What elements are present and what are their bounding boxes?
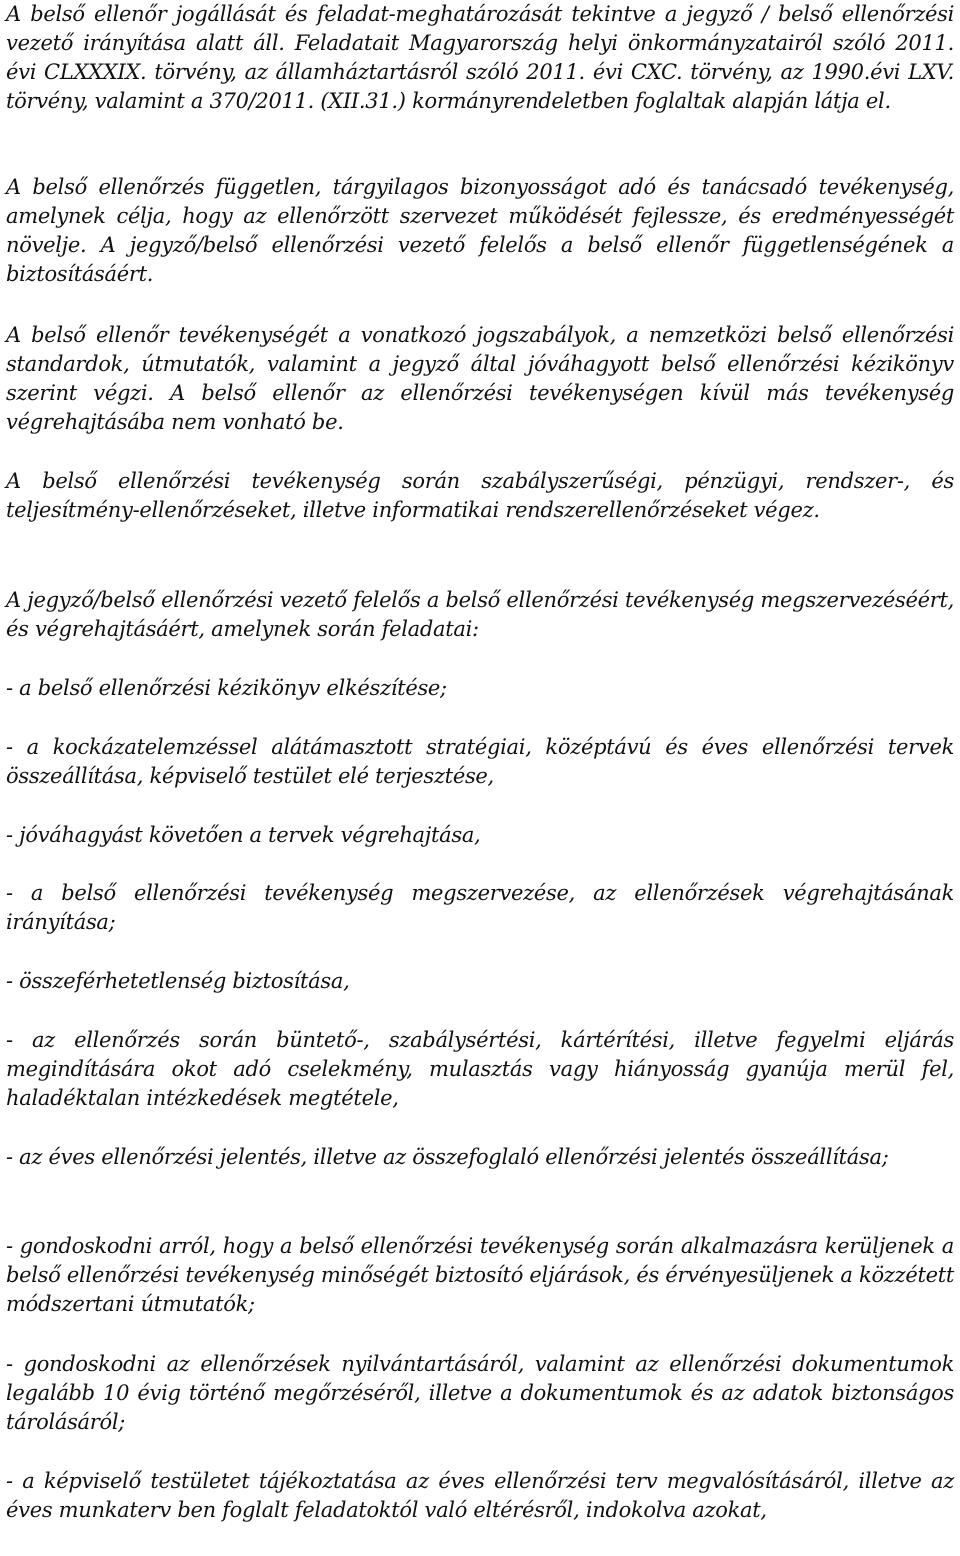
list-item: - a belső ellenőrzési tevékenység megszervezése, az ellenőrzések végrehajtásának irányítása; (6, 881, 954, 934)
paragraph-audit-types: A belső ellenőrzési tevékenység során szabályszerűségi, pénzügyi, rendszer-, és teljesítmény-ellenőrzéseket, illetve informatikai rendszerellenőrzéseket végez. (6, 469, 954, 522)
paragraph-responsibilities-intro: A jegyző/belső ellenőrzési vezető felelős a belső ellenőrzési tevékenység megszervezéséért, és végrehajtásáért, amelynek során feladatai: (6, 588, 954, 641)
list-item: - gondoskodni az ellenőrzések nyilvántartásáról, valamint az ellenőrzési dokumentumok legalább 10 évig történő megőrzéséről, illetve a dokumentumok és az adatok biztonságos tárolásáról; (6, 1352, 954, 1434)
paragraph-legal-status: A belső ellenőr jogállását és feladat-meghatározását tekintve a jegyző / belső ellenőrzési vezető irányítása alatt áll. Feladatait Magyarország helyi önkormányzatairól szóló 2011. évi CLXXXIX. törvény, az államháztartásról szóló 2011. évi CXC. törvény, az 1990.évi LXV. törvény, valamint a 370/2011. (XII.31.) kormányrendeletben foglaltak alapján látja el. (6, 2, 954, 113)
list-item: - az ellenőrzés során büntető-, szabálysértési, kártérítési, illetve fegyelmi eljárás megindítására okot adó cselekmény, mulasztás vagy hiányosság gyanúja merül fel, haladéktalan intézkedések megtétele, (6, 1028, 954, 1110)
list-item: - a belső ellenőrzési kézikönyv elkészítése; (6, 676, 447, 700)
list-item: - összeférhetetlenség biztosítása, (6, 969, 350, 993)
list-item: - jóváhagyást követően a tervek végrehajtása, (6, 823, 481, 847)
paragraph-internal-audit-definition: A belső ellenőrzés független, tárgyilagos bizonyosságot adó és tanácsadó tevékenység, amelynek célja, hogy az ellenőrzött szervezet működését fejlessze, és eredményességét növelje. A jegyző/belső ellenőrzési vezető felelős a belső ellenőr függetlenségének a biztosításáért. (6, 175, 954, 286)
list-item: - a kockázatelemzéssel alátámasztott stratégiai, középtávú és éves ellenőrzési tervek összeállítása, képviselő testület elé terjesztése, (6, 735, 954, 788)
list-item: - az éves ellenőrzési jelentés, illetve az összefoglaló ellenőrzési jelentés összeállítása; (6, 1145, 889, 1169)
paragraph-auditor-activity: A belső ellenőr tevékenységét a vonatkozó jogszabályok, a nemzetközi belső ellenőrzési standardok, útmutatók, valamint a jegyző által jóváhagyott belső ellenőrzési kézikönyv szerint végzi. A belső ellenőr az ellenőrzési tevékenységen kívül más tevékenység végrehajtásába nem vonható be. (6, 323, 954, 434)
list-item: - gondoskodni arról, hogy a belső ellenőrzési tevékenység során alkalmazásra kerüljenek a belső ellenőrzési tevékenység minőségét biztosító eljárások, és érvényesüljenek a közzétett módszertani útmutatók; (6, 1234, 954, 1316)
list-item: - a képviselő testületet tájékoztatása az éves ellenőrzési terv megvalósításáról, illetve az éves munkaterv ben foglalt feladatoktól való eltérésről, indokolva azokat, (6, 1469, 954, 1522)
